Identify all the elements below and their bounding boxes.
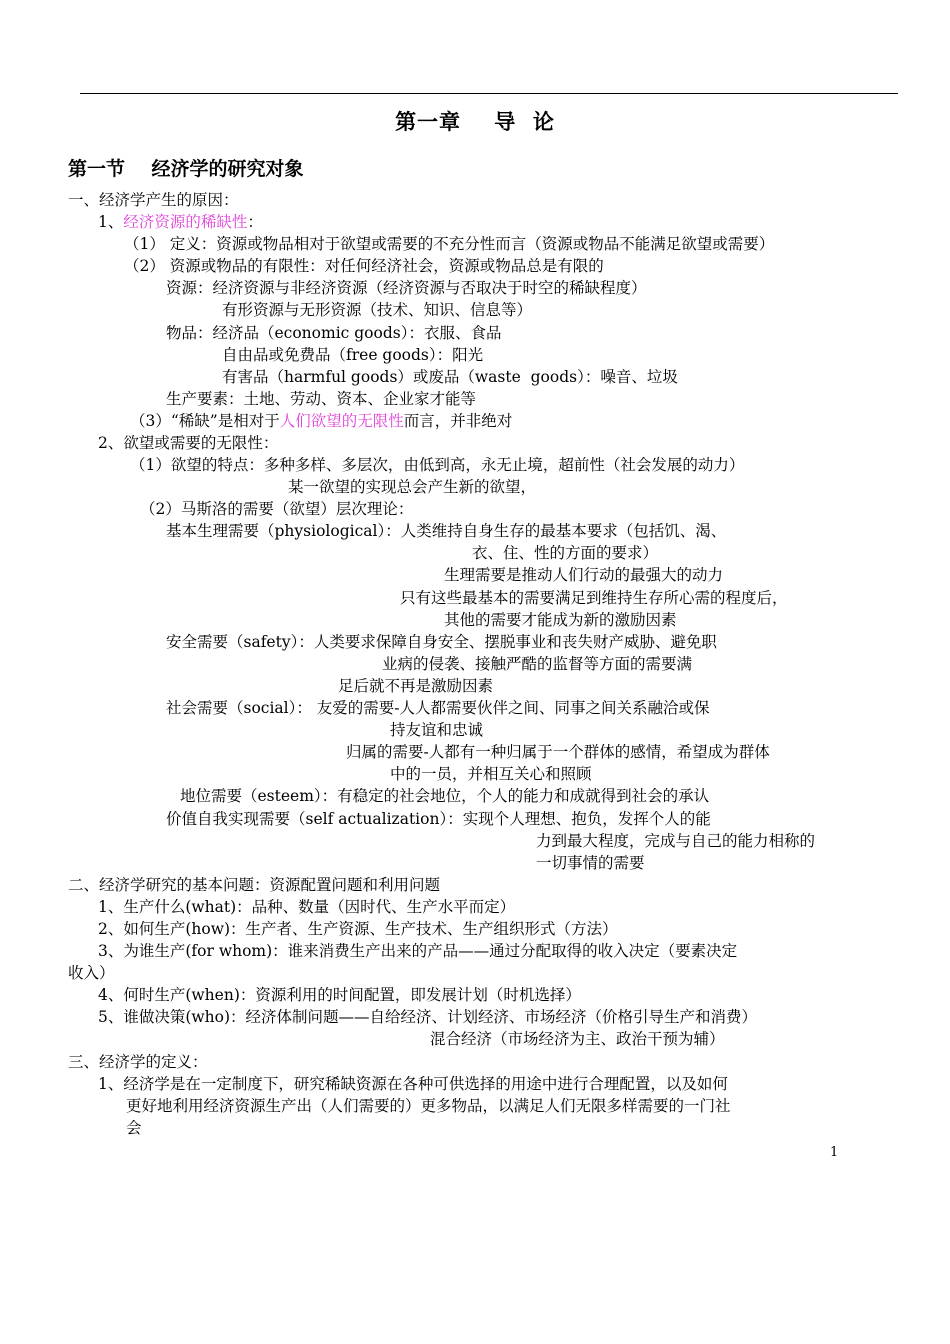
text-line: （3）“稀缺”是相对于人们欲望的无限性而言，并非绝对 — [130, 412, 513, 430]
text-line: 价值自我实现需要（self actualization）：实现个人理想、抱负，发挥个人的能 — [166, 810, 711, 828]
highlight-text: 人们欲望的无限性 — [279, 412, 404, 430]
text-line: 中的一员，并相互关心和照顾 — [390, 765, 592, 783]
chapter-title: 第一章 导 论 — [395, 110, 555, 134]
text-line: 衣、住、性的方面的要求） — [472, 544, 659, 562]
text-line: 安全需要（safety）：人类要求保障自身安全、摆脱事业和丧失财产威胁、避免职 — [166, 633, 717, 651]
text-line: 2、欲望或需要的无限性： — [98, 434, 279, 452]
text-line: （2）马斯洛的需要（欲望）层次理论： — [140, 500, 414, 518]
text-line: （1） 定义：资源或物品相对于欲望或需要的不充分性而言（资源或物品不能满足欲望或需要） — [124, 235, 775, 253]
text-line: 有害品（harmful goods）或废品（waste goods）：噪音、垃圾 — [222, 368, 678, 386]
text-line: 2、如何生产(how)：生产者、生产资源、生产技术、生产组织形式（方法） — [98, 920, 618, 938]
text-line: 一、经济学产生的原因： — [68, 191, 239, 209]
text-line: 3、为谁生产(for whom)：谁来消费生产出来的产品——通过分配取得的收入决定（要素决定 — [98, 942, 738, 960]
text-line: 5、谁做决策(who)：经济体制问题——自给经济、计划经济、市场经济（价格引导生产和消费） — [98, 1008, 758, 1026]
text-line: 一切事情的需要 — [536, 854, 645, 872]
text-line: 1、经济学是在一定制度下，研究稀缺资源在各种可供选择的用途中进行合理配置，以及如何 — [98, 1075, 728, 1093]
text-line: 1、生产什么(what)：品种、数量（因时代、生产水平而定） — [98, 898, 516, 916]
text-line: 1、经济资源的稀缺性： — [98, 213, 263, 231]
text-line: 地位需要（esteem）：有稳定的社会地位，个人的能力和成就得到社会的承认 — [180, 787, 710, 805]
text-line: 资源：经济资源与非经济资源（经济资源与否取决于时空的稀缺程度） — [166, 279, 647, 297]
text-line: 只有这些最基本的需要满足到维持生存所心需的程度后， — [400, 589, 788, 607]
text-line: 某一欲望的实现总会产生新的欲望， — [288, 478, 537, 496]
text-line: 收入） — [68, 964, 115, 982]
text-line: 二、经济学研究的基本问题：资源配置问题和利用问题 — [68, 876, 441, 894]
header-rule — [80, 93, 898, 94]
text-line: 归属的需要-人都有一种归属于一个群体的感情，希望成为群体 — [346, 743, 770, 761]
text-line: 其他的需要才能成为新的激励因素 — [444, 611, 677, 629]
text-line: 力到最大程度，完成与自己的能力相称的 — [536, 832, 816, 850]
text-line: 业病的侵袭、接触严酷的监督等方面的需要满 — [382, 655, 693, 673]
text-line: 生产要素：土地、劳动、资本、企业家才能等 — [166, 390, 477, 408]
text-line: 会 — [126, 1119, 142, 1137]
highlight-text: 经济资源的稀缺性 — [123, 213, 248, 231]
text-line: 物品：经济品（economic goods）：衣服、食品 — [166, 324, 502, 342]
text-line: 三、经济学的定义： — [68, 1053, 208, 1071]
section-title: 第一节 经济学的研究对象 — [68, 158, 304, 180]
text-line: 生理需要是推动人们行动的最强大的动力 — [444, 566, 724, 584]
text-line: 持友谊和忠诚 — [390, 721, 484, 739]
text-line: （1）欲望的特点：多种多样、多层次，由低到高，永无止境，超前性（社会发展的动力） — [130, 456, 745, 474]
page-number: 1 — [830, 1145, 839, 1160]
text-line: 混合经济（市场经济为主、政治干预为辅） — [430, 1030, 725, 1048]
text-line: 4、何时生产(when)：资源利用的时间配置，即发展计划（时机选择） — [98, 986, 581, 1004]
text-line: 基本生理需要（physiological）：人类维持自身生存的最基本要求（包括饥、渴、 — [166, 522, 727, 540]
text-line: 社会需要（social）： 友爱的需要-人人都需要伙伴之间、同事之间关系融洽或保 — [166, 699, 710, 717]
text-line: 更好地利用经济资源生产出（人们需要的）更多物品，以满足人们无限多样需要的一门社 — [126, 1097, 731, 1115]
text-line: 自由品或免费品（free goods）：阳光 — [222, 346, 484, 364]
text-line: （2） 资源或物品的有限性：对任何经济社会，资源或物品总是有限的 — [124, 257, 604, 275]
text-line: 足后就不再是激励因素 — [338, 677, 494, 695]
text-line: 有形资源与无形资源（技术、知识、信息等） — [222, 301, 533, 319]
